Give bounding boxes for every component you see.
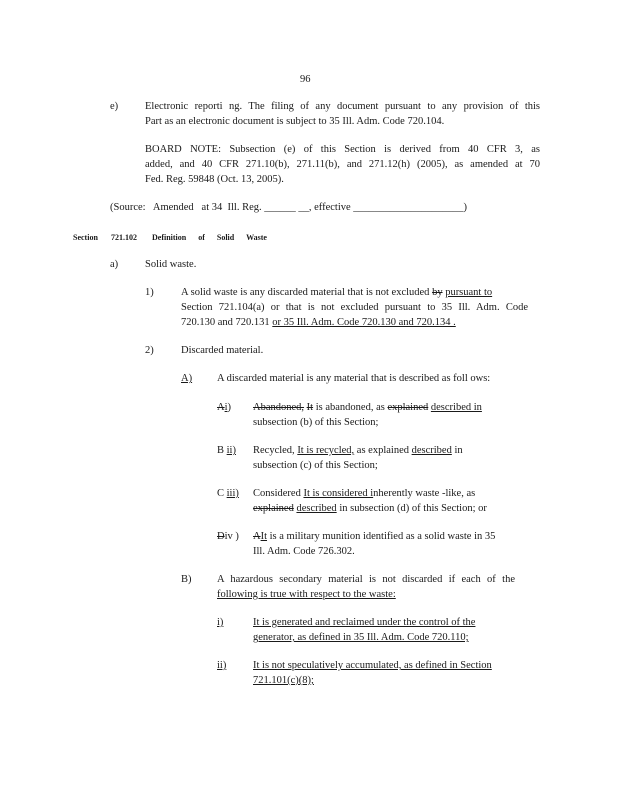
inserted-text: described [411, 445, 452, 456]
item-iii-text-end: nherently waste -like, as [373, 488, 476, 499]
para-2-label: 2) [145, 345, 154, 356]
deleted-text: by [432, 287, 443, 298]
deleted-text: explained [253, 503, 294, 514]
para-1-label: 1) [145, 287, 154, 298]
source-effective: effective [314, 202, 351, 213]
item-B-ii-line-2: 721.101(c)(8); [253, 675, 314, 686]
item-ii-text: Recycled, [253, 445, 295, 456]
old-label: C [217, 488, 225, 499]
item-iv-line-1 [253, 529, 495, 544]
item-A-label: A) [181, 373, 193, 384]
item-B-i-label: i) [217, 617, 224, 628]
item-i-line-2: subsection (b) of this Section; [253, 417, 379, 428]
source-prefix: (Source: Amended at 34 Ill. Reg. [110, 202, 262, 213]
item-iii-line-2 [253, 501, 487, 516]
item-iii-label [217, 486, 239, 501]
item-B-i-line-2: generator, as defined in 35 Ill. Adm. Code 720.110; [253, 632, 469, 643]
source-close: ) [463, 202, 468, 213]
item-iii-text: Considered [253, 488, 301, 499]
item-ii-line-2: subsection (c) of this Section; [253, 460, 378, 471]
deleted-text: explained [387, 402, 429, 413]
item-ii-label [217, 443, 236, 458]
source-blank-1: ______ [264, 202, 296, 213]
inserted-text: described in [430, 402, 482, 413]
item-B-line-1: A hazardous secondary material is not discarded if each of the [217, 574, 515, 585]
deleted-text: A [217, 402, 225, 413]
item-ii-line-1 [253, 443, 463, 458]
item-iii-text-2: in subsection (d) of this Section; or [339, 503, 487, 514]
item-B-line-2: following is true with respect to the waste: [217, 589, 396, 600]
item-ii-text-mid: as explained [356, 445, 409, 456]
page-number: 96 [300, 74, 311, 85]
para-1-text: A solid waste is any discarded material that is not excluded [181, 287, 430, 298]
para-1-text-end: 720.130 and 720.131 [181, 317, 270, 328]
item-B-ii-label: ii) [217, 660, 227, 671]
deleted-text: A [253, 531, 261, 542]
para-1-line-1 [181, 285, 541, 300]
item-iii-line-1 [253, 486, 475, 501]
inserted-text: described [296, 503, 337, 514]
label-paren: ) [227, 402, 232, 413]
item-i-line-1 [253, 400, 543, 415]
old-label: B [217, 445, 225, 456]
source-blank-3: _____________________ [353, 202, 464, 213]
inserted-text: iv ) [224, 531, 239, 542]
inserted-text: or 35 Ill. Adm. Code 720.130 and 720.134 . [272, 317, 456, 328]
inserted-text: It [260, 531, 268, 542]
inserted-text: i [224, 402, 228, 413]
subsection-e-label: e) [110, 101, 119, 112]
item-i-label [217, 400, 231, 415]
deleted-text: Abandoned, [253, 402, 305, 413]
board-note-line-2: added, and 40 CFR 271.10(b), 271.11(b), and 271.12(h) (2005), as amended at 70 [145, 159, 540, 170]
item-iv-label [217, 529, 239, 544]
inserted-text: iii) [226, 488, 239, 499]
item-iv-line-2: Ill. Adm. Code 726.302. [253, 546, 355, 557]
item-B-label: B) [181, 574, 192, 585]
subsection-a-label: a) [110, 259, 119, 270]
inserted-text: It is recycled, [297, 445, 355, 456]
item-ii-text-end: in [454, 445, 463, 456]
para-1-line-3 [181, 315, 456, 330]
item-i-text: is abandoned, as [315, 402, 385, 413]
item-B-ii-line-1: It is not speculatively accumulated, as defined in Section [253, 660, 492, 671]
source-blank-2: __, [298, 202, 312, 213]
deleted-text: D [217, 531, 225, 542]
source-line [110, 200, 467, 215]
section-word: Section [73, 233, 98, 242]
item-A-text: A discarded material is any material that is described as foll ows: [217, 373, 491, 384]
item-B-i-line-1: It is generated and reclaimed under the control of the [253, 617, 476, 628]
board-note-line-3: Fed. Reg. 59848 (Oct. 13, 2005). [145, 174, 284, 185]
board-note-line-1: BOARD NOTE: Subsection (e) of this Section is derived from 40 CFR 3, as [145, 144, 540, 155]
para-2-text: Discarded material. [181, 345, 264, 356]
para-1-line-2: Section 721.104(a) or that is not excluded pursuant to 35 Ill. Adm. Code [181, 302, 528, 313]
inserted-text: pursuant to [445, 287, 493, 298]
subsection-e-line-1: Electronic reporti ng. The filing of any document pursuant to any provision of this [145, 101, 540, 112]
subsection-e-line-2: Part as an electronic document is subject to 35 Ill. Adm. Code 720.104. [145, 116, 445, 127]
deleted-text: It [306, 402, 314, 413]
item-iv-text: is a military munition identified as a solid waste in 35 [269, 531, 496, 542]
section-number: 721.102 [111, 233, 137, 242]
inserted-text: It is considered i [303, 488, 374, 499]
subsection-a-text: Solid waste. [145, 259, 197, 270]
inserted-text: ii) [226, 445, 236, 456]
section-title: Definition of Solid Waste [152, 233, 267, 242]
